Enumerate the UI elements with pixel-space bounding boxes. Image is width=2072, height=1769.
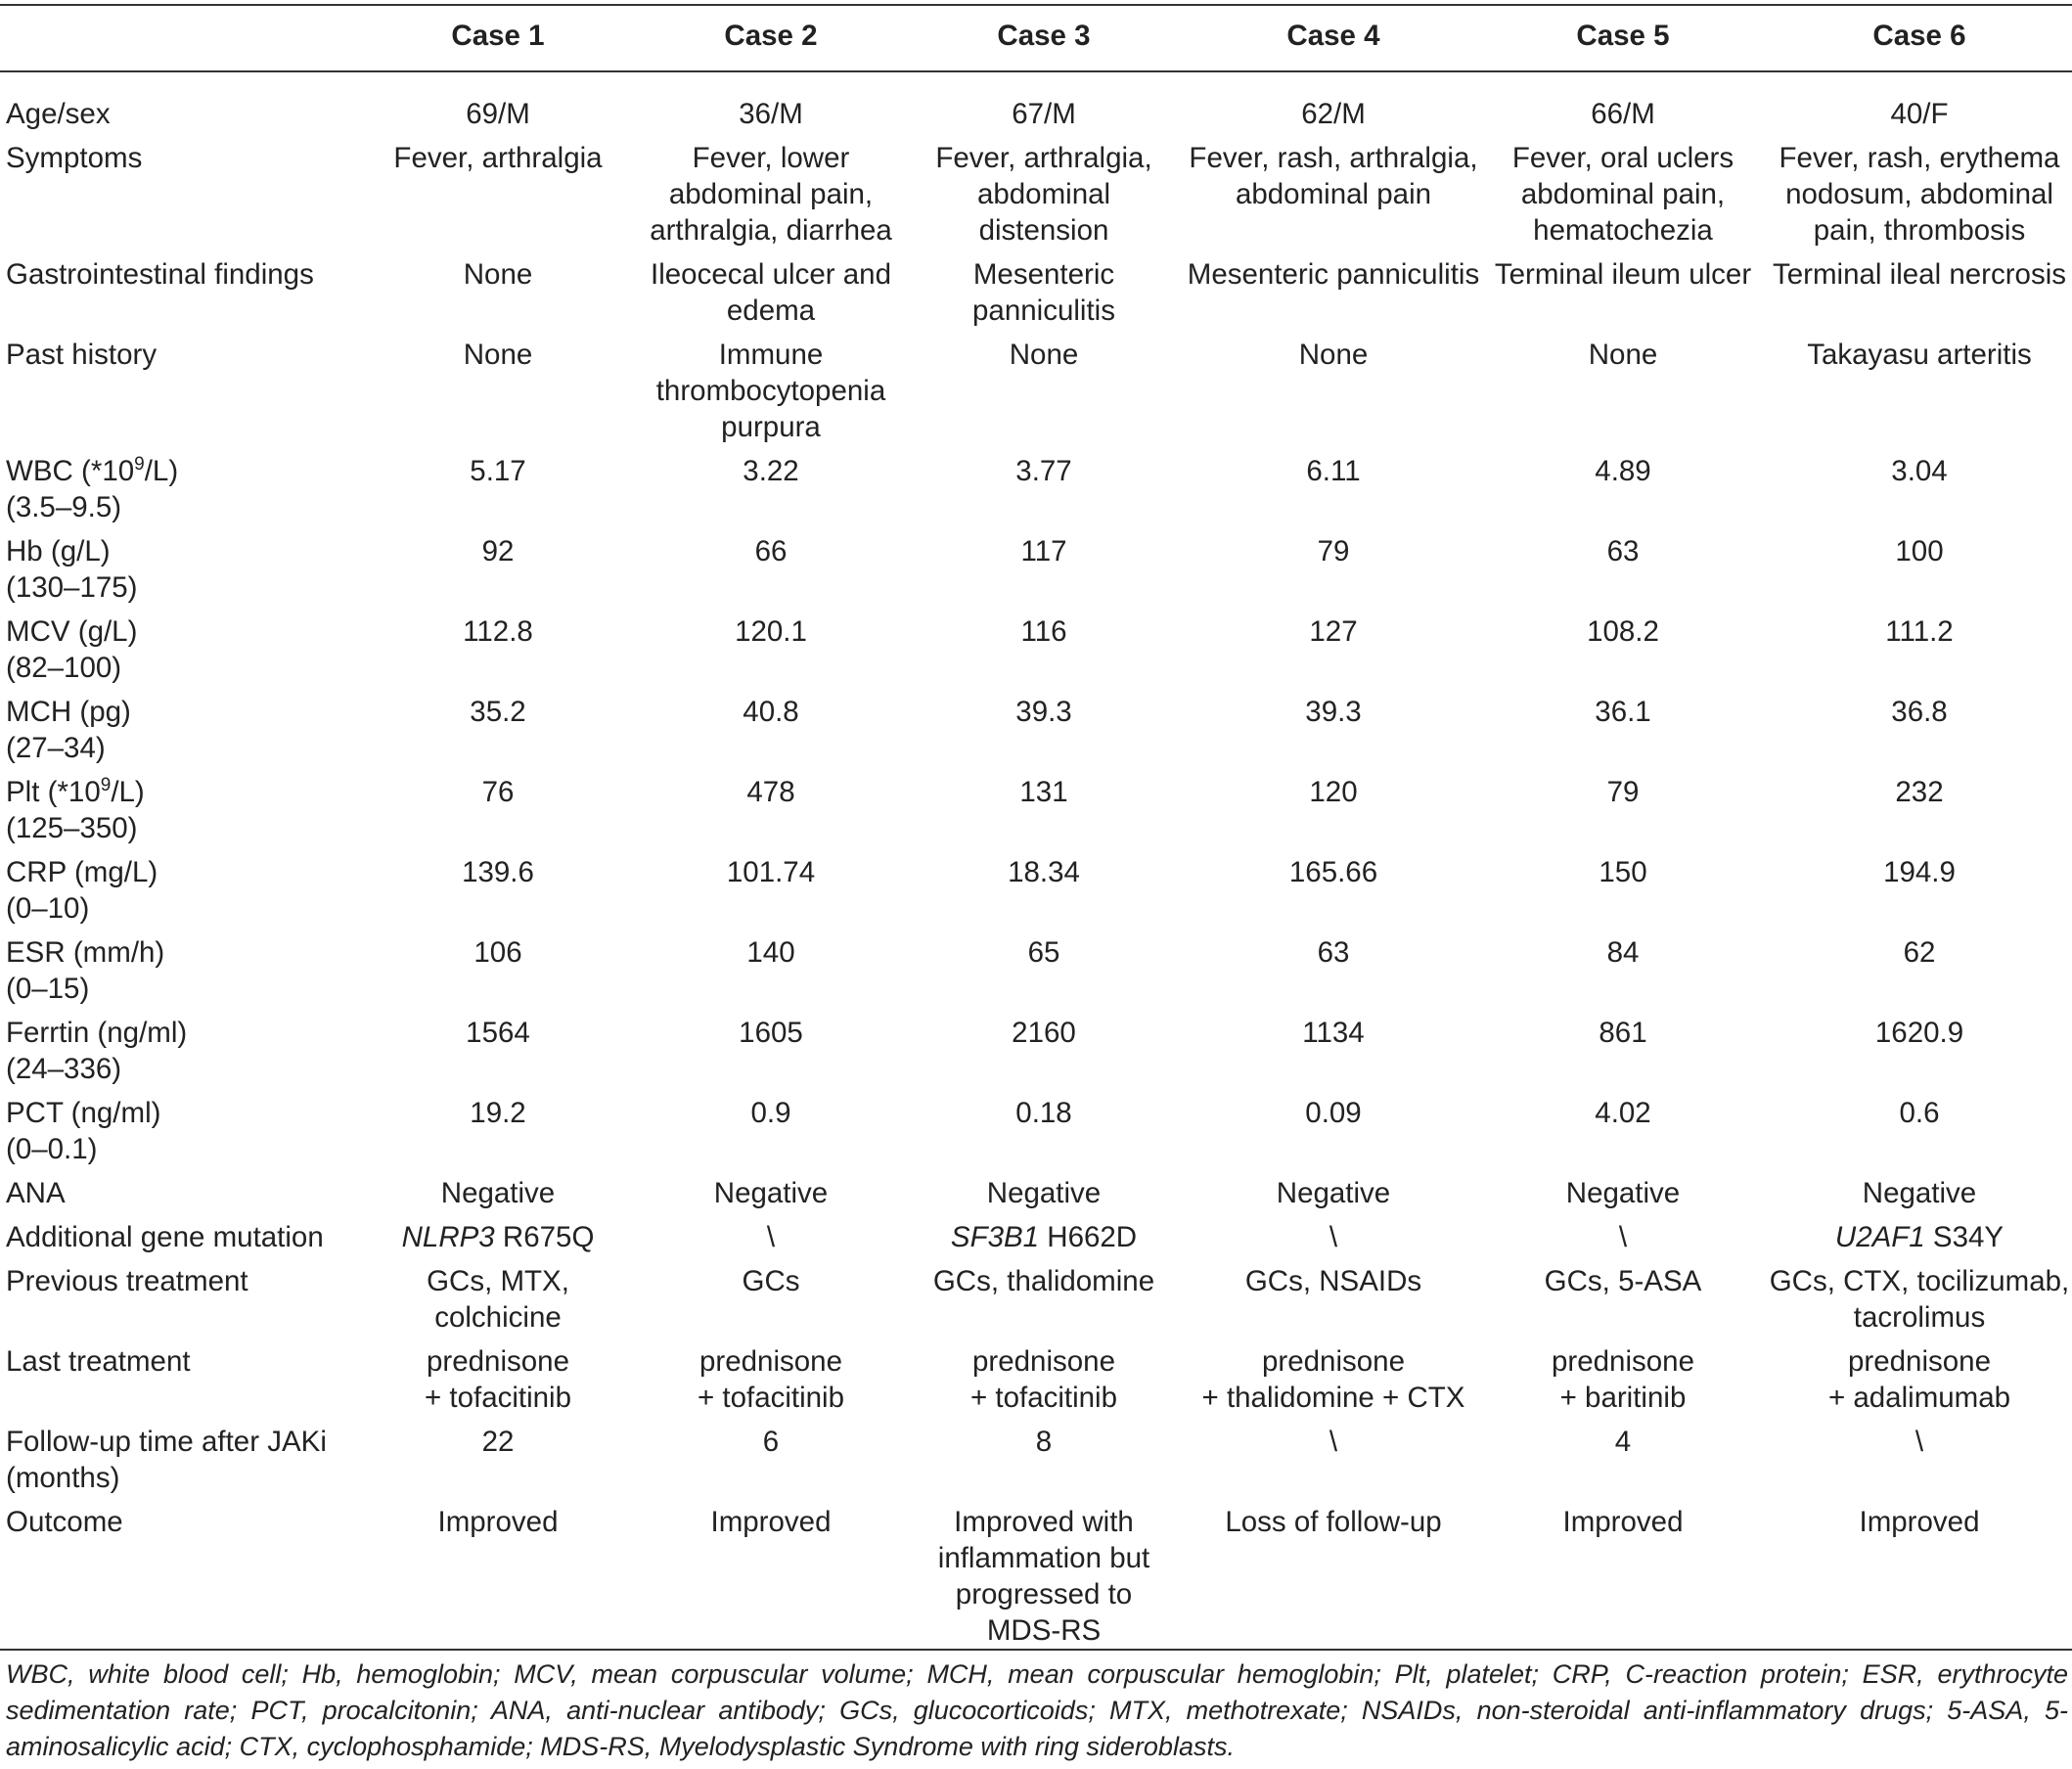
table-cell bbox=[1457, 453, 1789, 489]
row-label-line: Last treatment bbox=[6, 1345, 191, 1378]
cell-text: 4.02 bbox=[1595, 1097, 1651, 1129]
exponent: 9 bbox=[100, 775, 112, 796]
cell-text: 19.2 bbox=[470, 1097, 526, 1129]
row-label-text: WBC (*10 bbox=[6, 455, 135, 487]
cell-text: 478 bbox=[746, 776, 795, 808]
table-cell bbox=[1167, 1424, 1500, 1460]
row-label-line: Additional gene mutation bbox=[6, 1221, 324, 1253]
table-cell bbox=[878, 1175, 1210, 1211]
row-label-line: (24–336) bbox=[6, 1053, 122, 1085]
cell-text: prednisone bbox=[1552, 1345, 1694, 1378]
cell-text: 36.8 bbox=[1891, 696, 1948, 728]
header-rule bbox=[0, 70, 2072, 72]
table-cell bbox=[1457, 533, 1789, 569]
table-cell bbox=[1167, 1015, 1500, 1051]
table-row bbox=[0, 337, 2072, 445]
table-cell bbox=[1167, 140, 1500, 212]
table-cell bbox=[1167, 1175, 1500, 1211]
cell-text: 140 bbox=[746, 936, 795, 969]
cell-text: 0.9 bbox=[750, 1097, 791, 1129]
cell-text: 6.11 bbox=[1306, 455, 1361, 487]
cell-text: 36.1 bbox=[1595, 696, 1651, 728]
cell-text: hematochezia bbox=[1533, 214, 1713, 247]
table-cell bbox=[1753, 1504, 2072, 1540]
table-cell bbox=[1753, 453, 2072, 489]
table-row bbox=[0, 1504, 2072, 1649]
row-label-line: (125–350) bbox=[6, 812, 138, 844]
table-cell bbox=[1457, 96, 1789, 132]
cell-text: abdominal pain, bbox=[668, 178, 874, 210]
cell-text: None bbox=[1298, 339, 1369, 371]
table-cell bbox=[1753, 140, 2072, 249]
row-label-line: Previous treatment bbox=[6, 1265, 248, 1297]
cell-text: GCs, 5-ASA bbox=[1544, 1265, 1702, 1297]
cell-text: arthralgia, diarrhea bbox=[650, 214, 892, 247]
cell-text: 0.6 bbox=[1899, 1097, 1940, 1129]
cell-text: Terminal ileum ulcer bbox=[1494, 258, 1752, 291]
cell-text: prednisone bbox=[972, 1345, 1115, 1378]
column-header-case-3: Case 3 bbox=[997, 20, 1091, 52]
table-cell bbox=[1457, 694, 1789, 730]
cell-text: 6 bbox=[762, 1426, 780, 1458]
cell-text: Negative bbox=[713, 1177, 829, 1209]
table-header-row bbox=[0, 18, 2072, 59]
table-cell bbox=[1167, 854, 1500, 890]
table-row bbox=[0, 256, 2072, 329]
cell-text: 39.3 bbox=[1015, 696, 1072, 728]
variant-name: R675Q bbox=[494, 1221, 595, 1253]
row-label-line: Ferrtin (ng/ml) bbox=[6, 1017, 188, 1049]
table-cell bbox=[878, 533, 1210, 569]
cell-text: Improved bbox=[1859, 1506, 1980, 1538]
cell-text: Negative bbox=[1862, 1177, 1977, 1209]
table-cell bbox=[1753, 613, 2072, 650]
cell-text: prednisone bbox=[427, 1345, 569, 1378]
cell-text: 116 bbox=[1020, 615, 1067, 648]
cell-text: 69/M bbox=[466, 98, 530, 130]
table-cell bbox=[878, 1263, 1210, 1299]
table-cell bbox=[878, 613, 1210, 650]
table-cell bbox=[878, 453, 1210, 489]
cell-text: purpura bbox=[721, 411, 821, 443]
cell-text: Negative bbox=[440, 1177, 556, 1209]
cell-text: pain, thrombosis bbox=[1813, 214, 2026, 247]
cell-text: edema bbox=[726, 295, 816, 327]
table-cell bbox=[1457, 1015, 1789, 1051]
cell-text: progressed to bbox=[955, 1578, 1133, 1610]
table-cell bbox=[1167, 337, 1500, 373]
cell-text: \ bbox=[1329, 1426, 1338, 1458]
cell-text: 5.17 bbox=[470, 455, 526, 487]
cell-text: 4 bbox=[1614, 1426, 1632, 1458]
table-cell bbox=[1753, 96, 2072, 132]
column-header-case-5: Case 5 bbox=[1576, 20, 1670, 52]
cell-text: prednisone bbox=[1262, 1345, 1405, 1378]
cell-text: Improved bbox=[437, 1506, 559, 1538]
cell-text: Fever, rash, arthralgia, bbox=[1189, 142, 1478, 174]
gene-name: SF3B1 bbox=[950, 1221, 1040, 1253]
cell-text: 3.04 bbox=[1891, 455, 1948, 487]
top-rule bbox=[0, 4, 2072, 6]
table-row bbox=[0, 854, 2072, 927]
row-label-line: Age/sex bbox=[6, 98, 111, 130]
table-cell bbox=[1753, 1015, 2072, 1051]
row-label-line: (months) bbox=[6, 1462, 120, 1494]
cell-text: colchicine bbox=[434, 1301, 562, 1334]
cell-text: 0.18 bbox=[1015, 1097, 1072, 1129]
cell-text: 101.74 bbox=[726, 856, 816, 888]
row-label-text: Plt (*10 bbox=[6, 776, 101, 808]
row-label-line: Follow-up time after JAKi bbox=[6, 1426, 327, 1458]
table-row bbox=[0, 1263, 2072, 1336]
table-row bbox=[0, 1219, 2072, 1255]
row-label-line: PCT (ng/ml) bbox=[6, 1097, 161, 1129]
variant-name: H662D bbox=[1039, 1221, 1138, 1253]
column-header-case-1: Case 1 bbox=[451, 20, 545, 52]
table-cell bbox=[1167, 1095, 1500, 1131]
row-label-line: Past history bbox=[6, 339, 158, 371]
table-cell bbox=[1753, 1424, 2072, 1460]
table-cell bbox=[878, 1343, 1210, 1416]
table-cell bbox=[878, 256, 1210, 329]
table-row bbox=[0, 96, 2072, 132]
cell-text: Improved bbox=[710, 1506, 832, 1538]
exponent: 9 bbox=[134, 454, 145, 476]
cell-text: 76 bbox=[481, 776, 515, 808]
row-label-line: (0–0.1) bbox=[6, 1133, 98, 1165]
cell-text: 1605 bbox=[739, 1017, 803, 1049]
table-cell bbox=[878, 1015, 1210, 1051]
table-footnote: WBC, white blood cell; Hb, hemoglobin; MCV, mean corpuscular volume; MCH, mean corpuscular hemoglobin; Plt, platelet; CRP, C-reaction protein; ESR, erythrocyte sedimentation rate; PCT, procalcitonin; ANA, anti-nuclear antibody; GCs, glucocorticoids; MTX, methotrexate; NSAIDs, non-steroidal anti-inflammatory drugs; 5-ASA, 5-aminosalicylic acid; CTX, cyclophosphamide; MDS-RS, Myelodysplastic Syndrome with ring sideroblasts. bbox=[6, 1659, 2068, 1761]
cell-text: \ bbox=[1914, 1426, 1924, 1458]
row-label-line: (3.5–9.5) bbox=[6, 491, 122, 523]
table-cell bbox=[1167, 1343, 1500, 1416]
cell-text: 194.9 bbox=[1883, 856, 1956, 888]
cell-text: None bbox=[463, 258, 533, 291]
bottom-rule bbox=[0, 1649, 2072, 1651]
table-cell bbox=[1457, 1504, 1789, 1540]
row-label-unit: /L) bbox=[144, 455, 179, 487]
table-cell bbox=[1167, 613, 1500, 650]
cell-text: 66/M bbox=[1591, 98, 1655, 130]
row-label-line: Symptoms bbox=[6, 142, 143, 174]
table-cell bbox=[1457, 613, 1789, 650]
table-cell bbox=[1753, 533, 2072, 569]
cell-text: 66 bbox=[754, 535, 788, 567]
cell-text: 40.8 bbox=[743, 696, 799, 728]
cell-text: + tofacitinib bbox=[969, 1382, 1118, 1414]
table-row bbox=[0, 1015, 2072, 1087]
table-cell bbox=[1167, 96, 1500, 132]
cell-text: GCs, CTX, tocilizumab, bbox=[1769, 1265, 2070, 1297]
cell-text: 36/M bbox=[739, 98, 803, 130]
table-cell bbox=[1753, 1095, 2072, 1131]
cell-text: 100 bbox=[1895, 535, 1944, 567]
table-row bbox=[0, 453, 2072, 525]
table-cell bbox=[1457, 256, 1789, 293]
cell-text: 2160 bbox=[1012, 1017, 1076, 1049]
table-cell bbox=[1753, 934, 2072, 971]
cell-text: 63 bbox=[1606, 535, 1640, 567]
cell-text: 165.66 bbox=[1288, 856, 1378, 888]
row-label-line: (0–15) bbox=[6, 973, 90, 1005]
table-cell bbox=[1167, 934, 1500, 971]
table-row bbox=[0, 1095, 2072, 1167]
row-label-line: Hb (g/L) bbox=[6, 535, 111, 567]
table-cell bbox=[1167, 1504, 1500, 1540]
table-cell bbox=[1457, 1219, 1789, 1255]
row-label-line: MCH (pg) bbox=[6, 696, 131, 728]
column-header-case-4: Case 4 bbox=[1286, 20, 1380, 52]
cell-text: 92 bbox=[481, 535, 515, 567]
cell-text: 150 bbox=[1599, 856, 1647, 888]
table-cell bbox=[1167, 1219, 1500, 1255]
cell-text: Ileocecal ulcer and bbox=[651, 258, 891, 291]
cell-text: + tofacitinib bbox=[424, 1382, 572, 1414]
cell-text: 67/M bbox=[1012, 98, 1076, 130]
cell-text: abdominal pain, bbox=[1520, 178, 1726, 210]
cell-text: 3.77 bbox=[1015, 455, 1072, 487]
column-header-case-2: Case 2 bbox=[724, 20, 818, 52]
table-cell bbox=[1457, 934, 1789, 971]
cell-text: MDS-RS bbox=[986, 1614, 1102, 1647]
cell-text: Fever, lower bbox=[692, 142, 850, 174]
cell-text: 861 bbox=[1599, 1017, 1647, 1049]
table-cell bbox=[878, 694, 1210, 730]
table-cell bbox=[1753, 1263, 2072, 1336]
cell-text: + tofacitinib bbox=[697, 1382, 845, 1414]
cell-text: Mesenteric bbox=[972, 258, 1115, 291]
table-cell bbox=[878, 140, 1210, 249]
table-cell bbox=[878, 1219, 1210, 1255]
cell-text: \ bbox=[1618, 1221, 1628, 1253]
cell-text: Improved bbox=[1562, 1506, 1684, 1538]
cell-text: 62 bbox=[1903, 936, 1936, 969]
table-cell bbox=[1753, 774, 2072, 810]
cell-text: 84 bbox=[1606, 936, 1640, 969]
cell-text: \ bbox=[766, 1221, 776, 1253]
table-cell bbox=[1457, 1095, 1789, 1131]
cell-text: Terminal ileal nercrosis bbox=[1772, 258, 2066, 291]
cell-text: 106 bbox=[473, 936, 522, 969]
cell-text: 120 bbox=[1309, 776, 1358, 808]
table-cell bbox=[878, 337, 1210, 373]
row-label-line: (82–100) bbox=[6, 652, 122, 684]
cell-text: Takayasu arteritis bbox=[1807, 339, 2032, 371]
table-row bbox=[0, 774, 2072, 846]
table-cell bbox=[1457, 1424, 1789, 1460]
row-label-line: MCV (g/L) bbox=[6, 615, 138, 648]
row-label-line: Gastrointestinal findings bbox=[6, 258, 314, 291]
cell-text: 1134 bbox=[1302, 1017, 1365, 1049]
cell-text: + baritinib bbox=[1559, 1382, 1687, 1414]
cell-text: Negative bbox=[986, 1177, 1102, 1209]
cell-text: 120.1 bbox=[735, 615, 807, 648]
table-cell bbox=[878, 1504, 1210, 1649]
table-row bbox=[0, 694, 2072, 766]
cell-text: 117 bbox=[1020, 535, 1067, 567]
table-row bbox=[0, 613, 2072, 686]
cell-text: 3.22 bbox=[743, 455, 799, 487]
cell-text: nodosum, abdominal bbox=[1785, 178, 2053, 210]
cell-text: GCs bbox=[742, 1265, 800, 1297]
table-cell bbox=[1167, 453, 1500, 489]
cell-text: 63 bbox=[1317, 936, 1350, 969]
cell-text: 35.2 bbox=[470, 696, 526, 728]
table-cell bbox=[1457, 1263, 1789, 1299]
cell-text: 4.89 bbox=[1595, 455, 1651, 487]
cell-text: prednisone bbox=[699, 1345, 842, 1378]
mutation-text bbox=[878, 1219, 1210, 1255]
cell-text: Fever, arthralgia bbox=[393, 142, 603, 174]
cell-text: 127 bbox=[1309, 615, 1358, 648]
table-cell bbox=[1753, 854, 2072, 890]
row-label-line: (130–175) bbox=[6, 571, 138, 604]
cell-text: GCs, thalidomine bbox=[932, 1265, 1155, 1297]
cell-text: Negative bbox=[1276, 1177, 1391, 1209]
cell-text: 131 bbox=[1019, 776, 1068, 808]
mutation-text bbox=[1753, 1219, 2072, 1255]
cell-text: None bbox=[463, 339, 533, 371]
row-label-line: ANA bbox=[6, 1177, 66, 1209]
column-header-case-6: Case 6 bbox=[1872, 20, 1966, 52]
cell-text: 232 bbox=[1895, 776, 1944, 808]
table-cell bbox=[878, 1095, 1210, 1131]
row-label-line: ESR (mm/h) bbox=[6, 936, 165, 969]
table-cell bbox=[1457, 1343, 1789, 1416]
table-cell bbox=[1167, 533, 1500, 569]
cell-text: abdominal pain bbox=[1235, 178, 1432, 210]
cell-text: 139.6 bbox=[462, 856, 534, 888]
table-cell bbox=[1167, 1263, 1500, 1299]
cell-text: 111.2 bbox=[1885, 615, 1954, 648]
cell-text: + thalidomine + CTX bbox=[1201, 1382, 1465, 1414]
table-cell bbox=[1167, 256, 1500, 293]
table-cell bbox=[1753, 1343, 2072, 1416]
table-row bbox=[0, 1175, 2072, 1211]
table-cell bbox=[1457, 337, 1789, 373]
cell-text: tacrolimus bbox=[1853, 1301, 1986, 1334]
table-row bbox=[0, 533, 2072, 606]
table-cell bbox=[1457, 854, 1789, 890]
cell-text: 108.2 bbox=[1587, 615, 1659, 648]
cell-text: GCs, MTX, bbox=[427, 1265, 569, 1297]
table-cell bbox=[878, 96, 1210, 132]
table-cell bbox=[878, 774, 1210, 810]
cell-text: Mesenteric panniculitis bbox=[1187, 258, 1480, 291]
cell-text: 79 bbox=[1606, 776, 1640, 808]
gene-name: NLRP3 bbox=[401, 1221, 495, 1253]
gene-name: U2AF1 bbox=[1834, 1221, 1925, 1253]
cell-text: Immune bbox=[718, 339, 824, 371]
table-row bbox=[0, 934, 2072, 1007]
cell-text: panniculitis bbox=[972, 295, 1115, 327]
cell-text: Fever, oral uclers bbox=[1511, 142, 1734, 174]
cell-text: Negative bbox=[1565, 1177, 1681, 1209]
cell-text: None bbox=[1588, 339, 1658, 371]
cell-text: 22 bbox=[481, 1426, 515, 1458]
table-cell bbox=[1753, 1175, 2072, 1211]
cell-text: 1564 bbox=[466, 1017, 530, 1049]
cell-text: abdominal bbox=[976, 178, 1111, 210]
table-row bbox=[0, 1424, 2072, 1496]
row-label-line: (0–10) bbox=[6, 892, 90, 925]
cell-text: 79 bbox=[1317, 535, 1350, 567]
cell-text: thrombocytopenia bbox=[655, 375, 886, 407]
table-row bbox=[0, 140, 2072, 249]
cell-text: None bbox=[1009, 339, 1079, 371]
table-cell bbox=[1753, 337, 2072, 373]
cell-text: inflammation but bbox=[937, 1542, 1150, 1574]
cell-text: 18.34 bbox=[1008, 856, 1080, 888]
cell-text: 112.8 bbox=[463, 615, 533, 648]
cell-text: 8 bbox=[1035, 1426, 1053, 1458]
table-cell bbox=[878, 934, 1210, 971]
cell-text: prednisone bbox=[1848, 1345, 1991, 1378]
row-label-line: (27–34) bbox=[6, 732, 106, 764]
cell-text: Fever, rash, erythema bbox=[1779, 142, 2060, 174]
table-cell bbox=[1457, 1175, 1789, 1211]
cell-text: + adalimumab bbox=[1827, 1382, 2011, 1414]
cell-text: Fever, arthralgia, bbox=[935, 142, 1152, 174]
row-label-line: CRP (mg/L) bbox=[6, 856, 158, 888]
cell-text: Loss of follow-up bbox=[1225, 1506, 1442, 1538]
cell-text: Improved with bbox=[954, 1506, 1134, 1538]
cell-text: 1620.9 bbox=[1874, 1017, 1964, 1049]
cell-text: \ bbox=[1329, 1221, 1338, 1253]
cell-text: 40/F bbox=[1890, 98, 1949, 130]
table-cell bbox=[1167, 694, 1500, 730]
cell-text: 39.3 bbox=[1305, 696, 1362, 728]
row-label-unit: /L) bbox=[111, 776, 145, 808]
table-cell bbox=[878, 854, 1210, 890]
cell-text: 62/M bbox=[1301, 98, 1366, 130]
table-cell bbox=[1457, 774, 1789, 810]
cell-text: distension bbox=[978, 214, 1109, 247]
table-cell bbox=[1753, 256, 2072, 293]
cell-text: 65 bbox=[1027, 936, 1060, 969]
cell-text: 0.09 bbox=[1305, 1097, 1362, 1129]
variant-name: S34Y bbox=[1924, 1221, 2004, 1253]
table-cell bbox=[1753, 694, 2072, 730]
table-row bbox=[0, 1343, 2072, 1416]
cell-text: GCs, NSAIDs bbox=[1244, 1265, 1422, 1297]
table-cell bbox=[878, 1424, 1210, 1460]
table-cell bbox=[1167, 774, 1500, 810]
table-cell bbox=[1753, 1219, 2072, 1255]
table-cell bbox=[1457, 140, 1789, 249]
row-label-line: Outcome bbox=[6, 1506, 123, 1538]
